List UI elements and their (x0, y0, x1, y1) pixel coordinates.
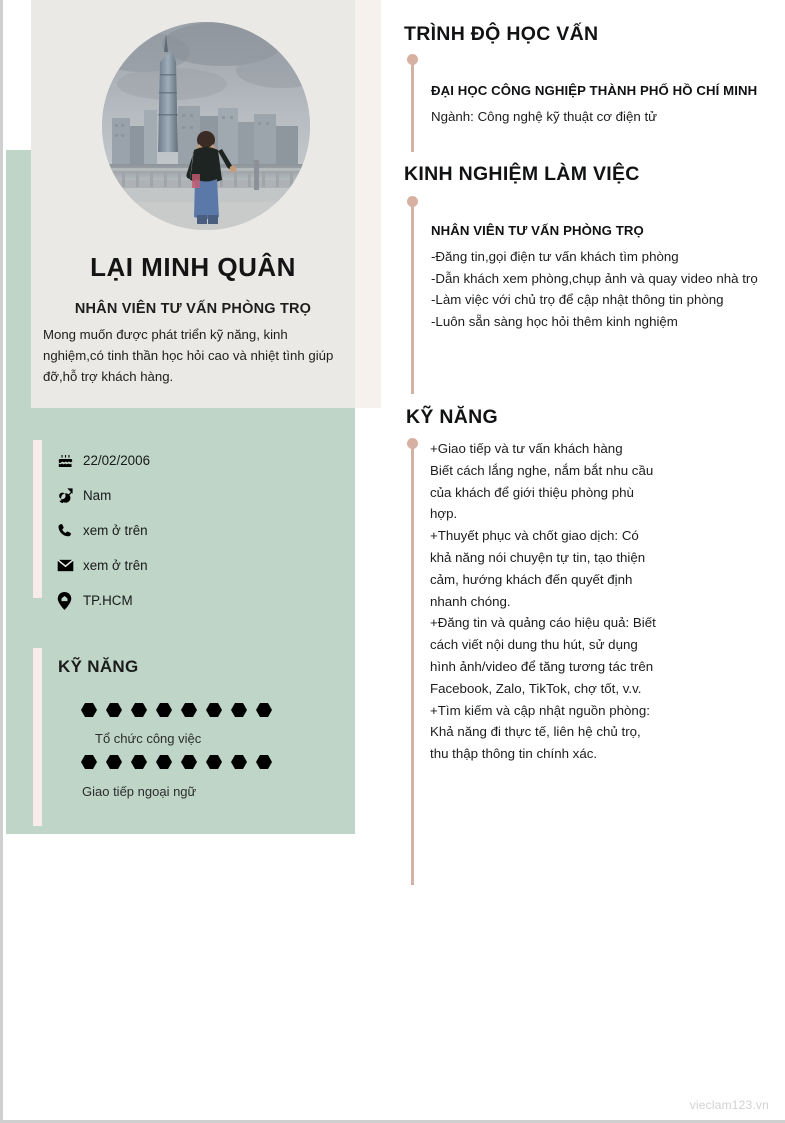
profile-summary: Mong muốn được phát triển kỹ năng, kinh nghiệm,có tinh thần học hỏi cao và nhiệt tình giúp đỡ,hỗ trợ khách hàng. (43, 327, 334, 384)
contact-item-location (57, 583, 347, 618)
job-title: NHÂN VIÊN TƯ VẤN PHÒNG TRỌ (74, 301, 312, 317)
rating-hex (81, 703, 97, 717)
contact-list (57, 443, 347, 618)
skill-label-language: Giao tiếp ngoại ngữ (82, 784, 197, 799)
contact-item-gender (57, 478, 347, 513)
left-skills-heading: KỸ NĂNG (58, 657, 139, 676)
rating-hex (181, 755, 197, 769)
contact-item-birthday (57, 443, 347, 478)
education-school: ĐẠI HỌC CÔNG NGHIỆP THÀNH PHỐ HỒ CHÍ MINH (431, 83, 758, 98)
rating-hex (131, 755, 147, 769)
contact-item-phone[interactable] (57, 513, 347, 548)
rating-hex (156, 703, 172, 717)
contact-accent-bar (33, 440, 42, 598)
portrait-photo-image (102, 22, 310, 230)
experience-position: NHÂN VIÊN TƯ VẤN PHÒNG TRỌ (431, 223, 644, 238)
rating-hex (256, 703, 272, 717)
phone-icon (57, 522, 83, 539)
gender-icon (57, 487, 83, 504)
contact-item-email[interactable] (57, 548, 347, 583)
contact-value-location: TP.HCM (83, 593, 133, 608)
education-timeline-line (411, 62, 414, 152)
experience-heading: KINH NGHIỆM LÀM VIỆC (404, 163, 640, 185)
skills-details: +Giao tiếp và tư vấn khách hàng Biết cách lắng nghe, nắm bắt nhu cầu của khách để giới thiệu phòng phù hợp. +Thuyết phục và chốt giao dịch: Có khả năng nói chuyện tự tin, tạo thiện cảm, hướng khách đến quyết định nhanh chóng. +Đăng tin và quảng cáo hiệu quả: Biết cách viết nội dung thu hút, sử dụng hình ảnh/video để tăng tương tác trên Facebook, Zalo, TikTok, chợ tốt, v.v. +Tìm kiếm và cập nhật nguồn phòng: Khả năng đi thực tế, liên hệ chủ trọ, thu thập thông tin chính xác. (430, 441, 656, 762)
email-icon (57, 558, 83, 573)
contact-value-email: xem ở trên (83, 558, 148, 573)
contact-value-birthday: 22/02/2006 (83, 453, 151, 468)
rating-hex (81, 755, 97, 769)
rating-hex (206, 755, 222, 769)
contact-value-phone: xem ở trên (83, 523, 148, 538)
skill-label-organization: Tổ chức công việc (95, 731, 202, 746)
experience-timeline-line (411, 204, 414, 394)
skills-accent-bar (33, 648, 42, 826)
experience-details: -Đăng tin,gọi điện tư vấn khách tìm phòng -Dẫn khách xem phòng,chụp ảnh và quay video nhà trọ -Làm việc với chủ trọ để cập nhật thông tin phòng -Luôn sẵn sàng học hỏi thêm kinh nghiệm (431, 249, 758, 329)
avatar (102, 22, 310, 230)
rating-hex (106, 703, 122, 717)
education-heading: TRÌNH ĐỘ HỌC VẤN (404, 23, 599, 45)
watermark: vieclam123.vn (689, 1098, 769, 1112)
rating-hex (181, 703, 197, 717)
rating-hex (231, 703, 247, 717)
right-column (403, 0, 785, 1123)
rating-hex (106, 755, 122, 769)
birthday-cake-icon (57, 453, 83, 469)
rating-hex (206, 703, 222, 717)
skill-rating-language (81, 755, 272, 769)
skills-heading: KỸ NĂNG (406, 406, 499, 428)
rating-hex (131, 703, 147, 717)
rating-hex (231, 755, 247, 769)
contact-value-gender: Nam (83, 488, 112, 503)
skills-timeline-line (411, 444, 414, 885)
location-pin-icon (57, 592, 83, 610)
education-major: Ngành: Công nghệ kỹ thuật cơ điện tử (431, 109, 658, 124)
skill-rating-organization (81, 703, 272, 717)
rating-hex (156, 755, 172, 769)
rating-hex (256, 755, 272, 769)
page-title: LẠI MINH QUÂN (90, 252, 296, 282)
